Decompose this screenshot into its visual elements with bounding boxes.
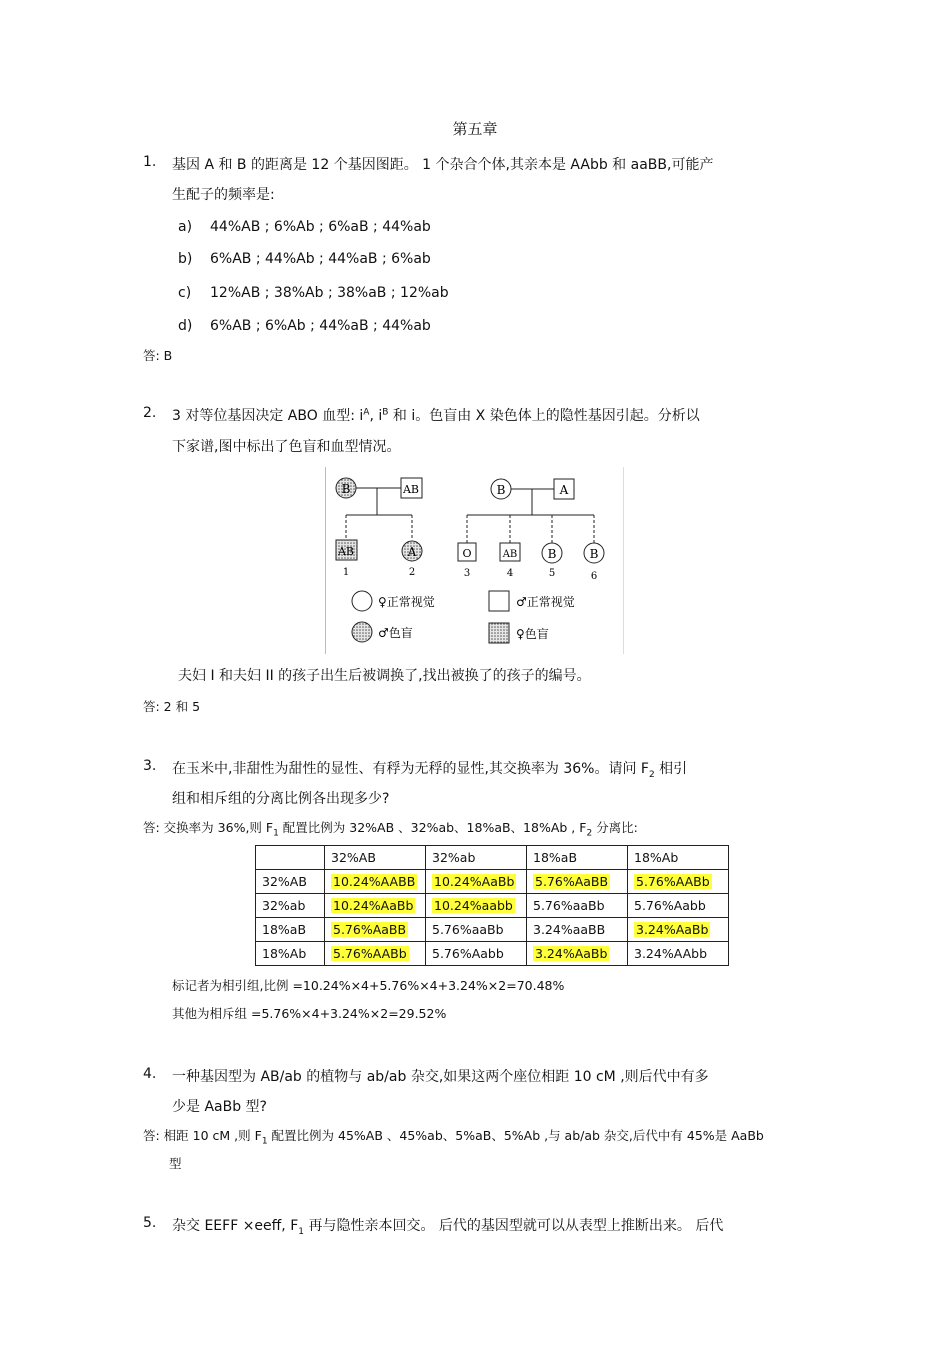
legend-male-normal: ♂正常视觉 <box>516 595 575 609</box>
legend-female-normal: ♀正常视觉 <box>378 595 435 609</box>
table-row-header: 18%Ab <box>256 942 325 966</box>
q2-line2: 下家谱,图中标出了色盲和血型情况。 <box>172 439 401 455</box>
table-header-row <box>256 846 729 870</box>
page-title: 第五章 <box>452 120 498 138</box>
q1-number: 1. <box>143 154 157 170</box>
table-cell: 5.76%aaBb <box>426 918 527 942</box>
q3-note2: 其他为相斥组 =5.76%×4+3.24%×2=29.52% <box>172 1006 447 1021</box>
q2-line1: 3 对等位基因决定 ABO 血型: $i^A$, $i^B$ 和 i。色盲由 X 染色体上的隐性基因引起。分析以 <box>172 407 700 424</box>
q4-number: 4. <box>143 1066 157 1082</box>
q4-line1: 一种基因型为 AB/ab 的植物与 ab/ab 杂交,如果这两个座位相距 10 cM ,则后代中有多 <box>172 1069 709 1085</box>
q1-option-b-label: b) <box>178 251 193 267</box>
table-header-cell: 18%Ab <box>628 846 729 870</box>
q4-answer-line2: 型 <box>169 1156 182 1171</box>
pedigree-child5: B <box>547 547 557 561</box>
punnett-table <box>255 845 729 966</box>
table-cell <box>256 846 325 870</box>
legend-male-colorblind: ♂色盲 <box>378 626 413 640</box>
table-cell: 3.24%aaBB <box>527 918 628 942</box>
table-cell-highlighted: 5.76%AaBB <box>333 922 407 937</box>
pedigree-label-p2b: A <box>559 483 569 497</box>
table-cell-highlighted: 5.76%AaBB <box>535 874 609 889</box>
q3-line1: 在玉米中,非甜性为甜性的显性、有稃为无稃的显性,其交换率为 36%。请问 $F_2$ 相引 <box>172 761 688 780</box>
table-cell-highlighted: 10.24%AABB <box>333 874 416 889</box>
q2-answer: 答: 2 和 5 <box>143 699 201 714</box>
table-cell-highlighted: 5.76%AABb <box>636 874 710 889</box>
pedigree-num4: 4 <box>506 568 514 579</box>
legend-female-normal-icon <box>352 591 372 611</box>
q1-option-d-label: d) <box>178 318 193 334</box>
table-cell: 5.76%Aabb <box>426 942 527 966</box>
table-row <box>256 942 729 966</box>
q1-line1: 基因 A 和 B 的距离是 12 个基因图距。 1 个杂合个体,其亲本是 AAbb 和 aaBB,可能产 <box>172 157 714 173</box>
table-header-cell: 18%aB <box>527 846 628 870</box>
q3-line2: 组和相斥组的分离比例各出现多少? <box>172 791 390 807</box>
pedigree-label-p1a: B <box>341 482 351 496</box>
q3-number: 3. <box>143 758 157 774</box>
table-cell-highlighted: 10.24%AaBb <box>434 874 515 889</box>
pedigree-num1: 1 <box>342 567 350 578</box>
pedigree-child2: A <box>407 545 417 559</box>
q4-line2: 少是 AaBb 型? <box>172 1099 267 1115</box>
q1-option-d: 6%AB ; 6%Ab ; 44%aB ; 44%ab <box>210 318 431 334</box>
pedigree-num6: 6 <box>590 571 598 582</box>
q2-number: 2. <box>143 405 157 421</box>
table-cell-highlighted: 3.24%AaBb <box>535 946 608 961</box>
q5-number: 5. <box>143 1215 157 1231</box>
q1-option-c-label: c) <box>178 285 192 301</box>
table-cell-highlighted: 10.24%aabb <box>434 898 513 913</box>
q5-line1: 杂交 EEFF ×eeff, $F_1$ 再与隐性亲本回交。 后代的基因型就可以从表型上推断出来。 后代 <box>172 1218 724 1237</box>
q3-answer: 答: 交换率为 36%,则 $F_1$ 配置比例为 32%AB 、32%ab、18%aB、18%Ab , $F_2$ 分离比: <box>143 820 638 839</box>
table-header-cell: 32%ab <box>426 846 527 870</box>
table-cell-highlighted: 10.24%AaBb <box>333 898 414 913</box>
q1-answer: 答: B <box>143 348 173 363</box>
pedigree-num2: 2 <box>408 567 416 578</box>
table-row <box>256 870 729 894</box>
table-cell-highlighted: 5.76%AABb <box>333 946 407 961</box>
q4-answer: 答: 相距 10 cM ,则 $F_1$ 配置比例为 45%AB 、45%ab、5%aB、5%Ab ,与 ab/ab 杂交,后代中有 45%是 AaBb <box>143 1128 764 1147</box>
legend-male-colorblind-icon <box>352 622 372 642</box>
pedigree-child3: O <box>462 547 472 560</box>
table-cell: 5.76%Aabb <box>628 894 729 918</box>
q1-option-a-label: a) <box>178 219 193 235</box>
pedigree-num3: 3 <box>463 568 471 579</box>
legend-female-colorblind-icon <box>489 623 509 643</box>
pedigree-child1: AB <box>337 545 355 558</box>
pedigree-label-p2a: B <box>496 483 506 497</box>
pedigree-label-p1b: AB <box>402 483 420 496</box>
q1-option-b: 6%AB ; 44%Ab ; 44%aB ; 6%ab <box>210 251 431 267</box>
q2-question: 夫妇 I 和夫妇 II 的孩子出生后被调换了,找出被换了的孩子的编号。 <box>178 668 591 684</box>
table-header-cell: 32%AB <box>325 846 426 870</box>
pedigree-figure <box>325 467 624 654</box>
table-cell-highlighted: 3.24%AaBb <box>636 922 709 937</box>
table-row <box>256 918 729 942</box>
q1-option-a: 44%AB ; 6%Ab ; 6%aB ; 44%ab <box>210 219 431 235</box>
pedigree-child6: B <box>589 547 599 561</box>
table-row-header: 18%aB <box>256 918 325 942</box>
legend-male-normal-icon <box>489 591 509 611</box>
q1-line2: 生配子的频率是: <box>172 187 275 203</box>
legend-female-colorblind: ♀色盲 <box>516 627 549 641</box>
q1-option-c: 12%AB ; 38%Ab ; 38%aB ; 12%ab <box>210 285 449 301</box>
table-row-header: 32%AB <box>256 870 325 894</box>
table-row-header: 32%ab <box>256 894 325 918</box>
table-row <box>256 894 729 918</box>
pedigree-num5: 5 <box>548 568 556 579</box>
q3-note1: 标记者为相引组,比例 =10.24%×4+5.76%×4+3.24%×2=70.48% <box>172 978 565 993</box>
pedigree-child4: AB <box>502 549 518 560</box>
table-cell: 3.24%AAbb <box>628 942 729 966</box>
table-cell: 5.76%aaBb <box>527 894 628 918</box>
